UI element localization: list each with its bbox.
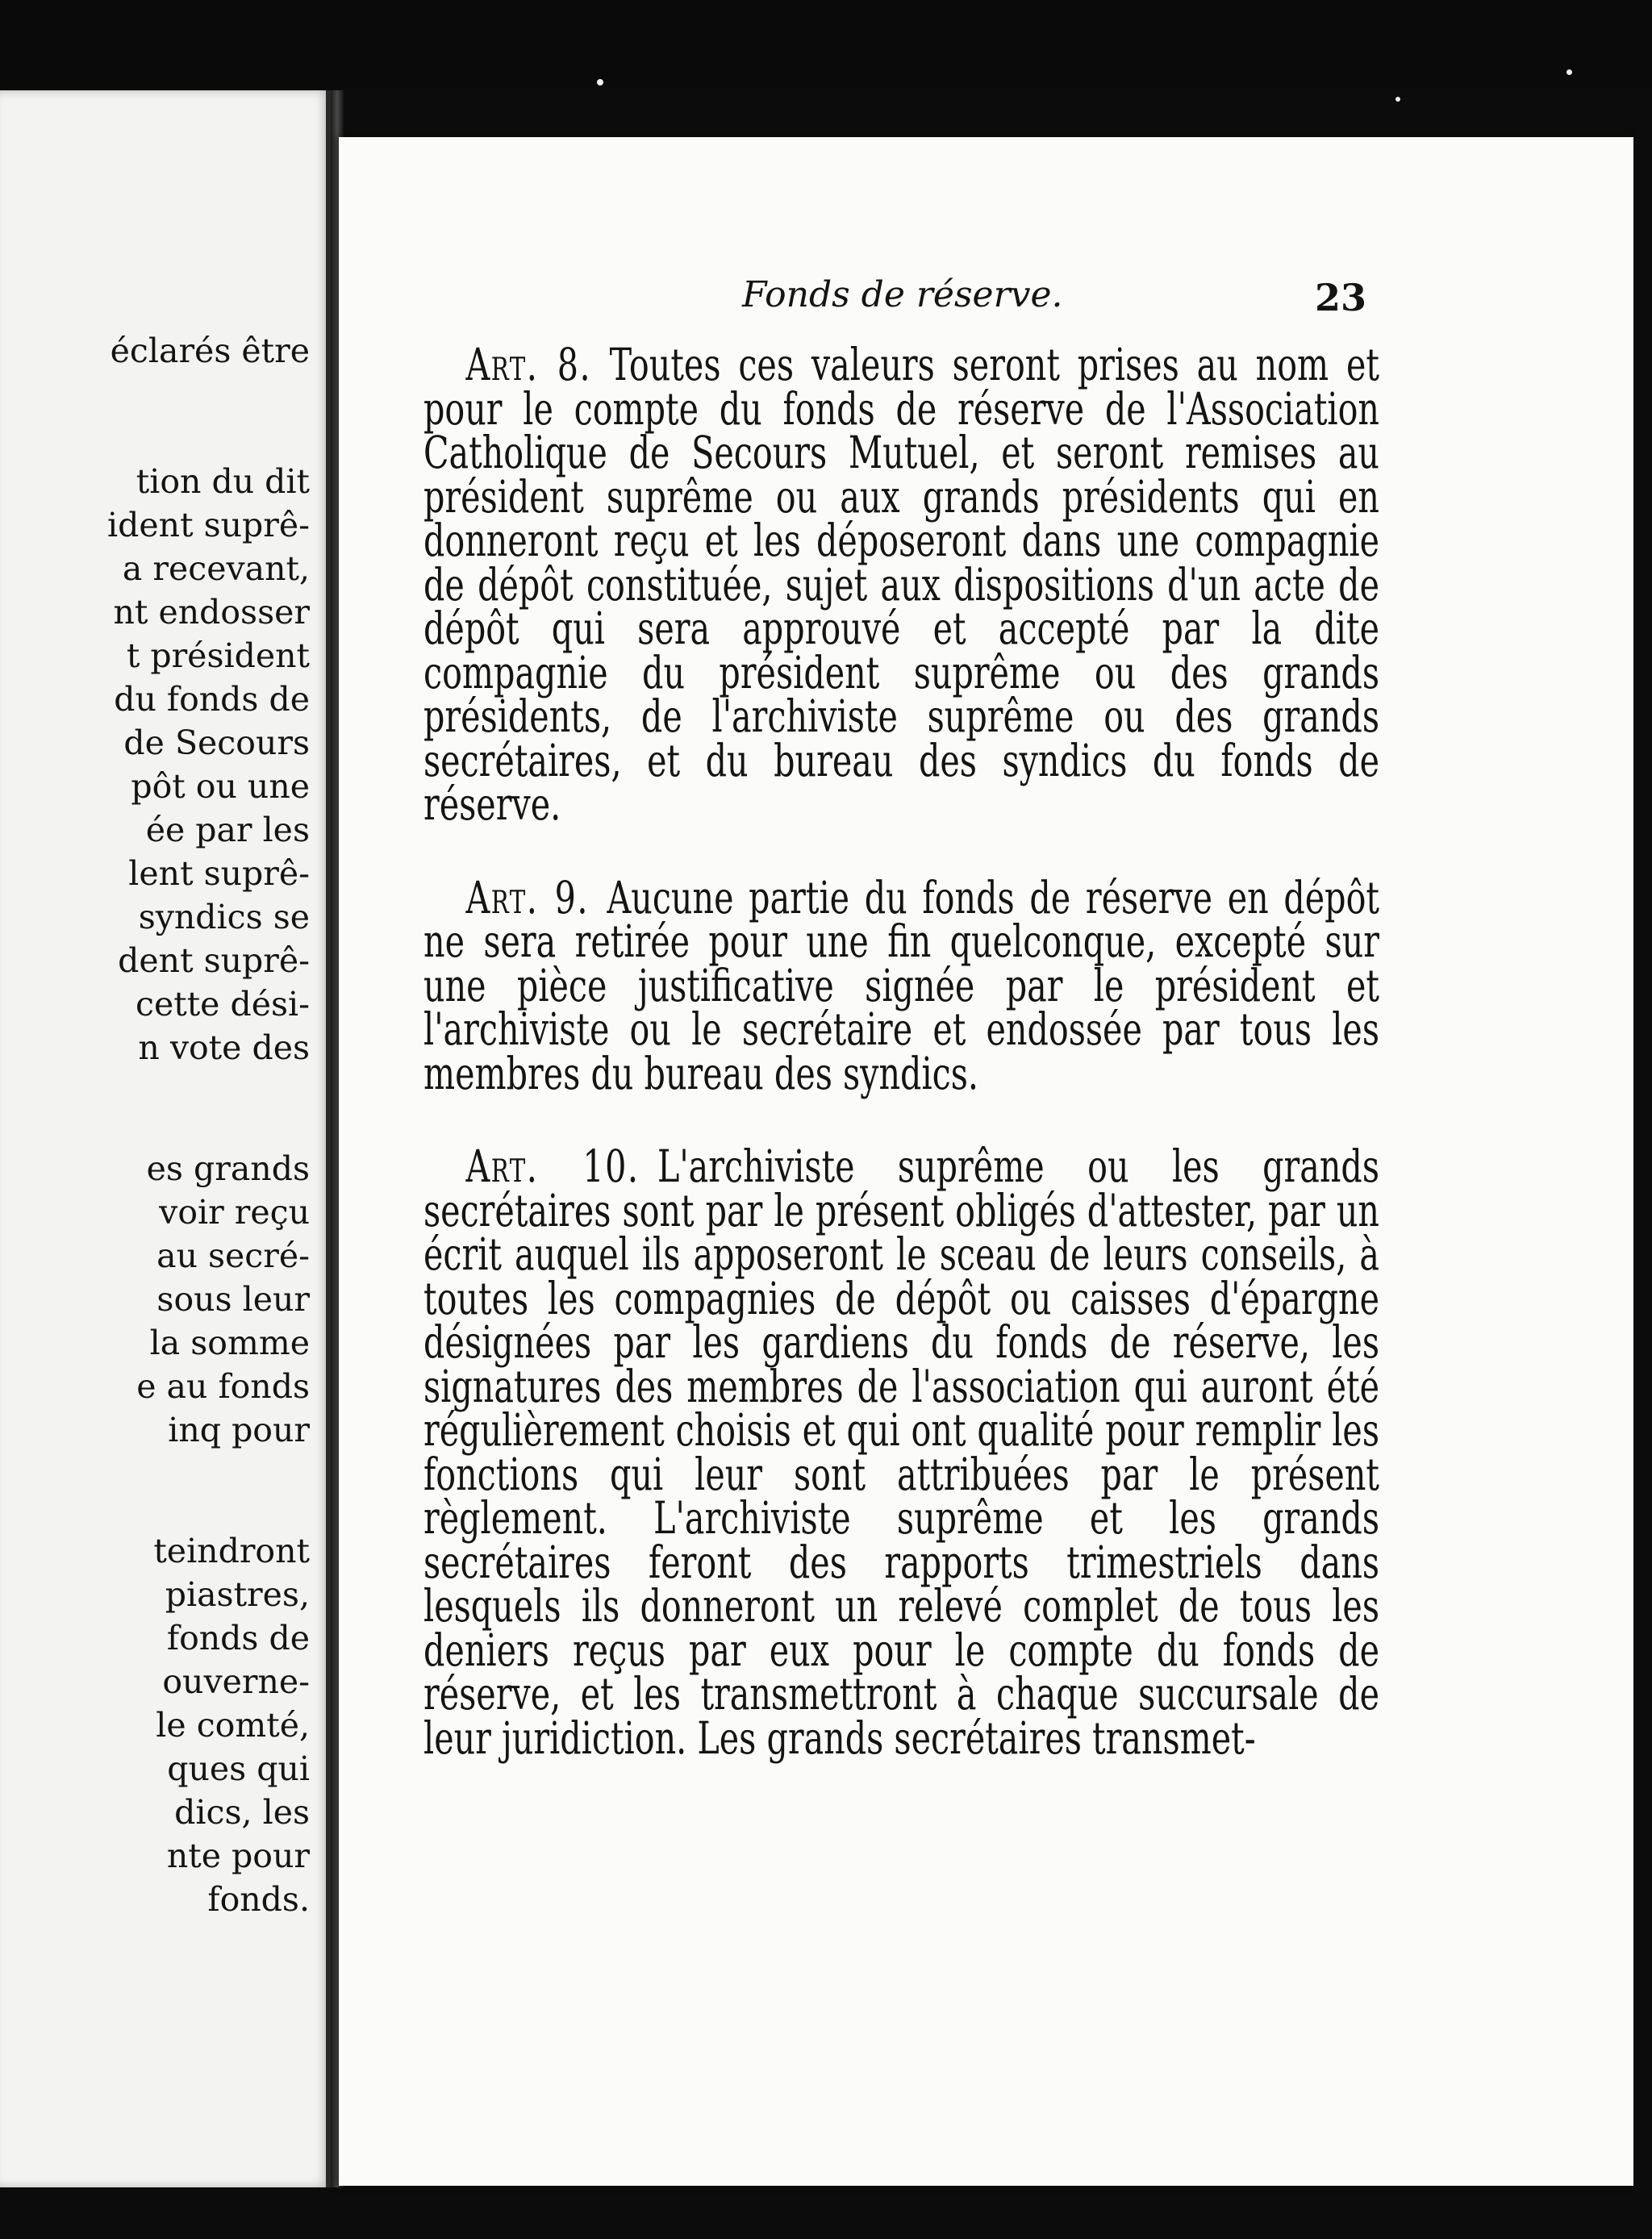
- left-page-line: de Secours: [123, 723, 310, 762]
- article-10: [423, 1140, 1379, 1764]
- scan-speck: [597, 79, 603, 85]
- left-page-line: lent suprê-: [128, 854, 310, 893]
- left-page-line: nte pour: [166, 1837, 310, 1875]
- left-page-line: cette dési-: [136, 985, 310, 1024]
- body-text: [423, 339, 1379, 1764]
- left-page-line: es grands: [146, 1149, 310, 1188]
- left-page-line: t président: [126, 636, 310, 675]
- article-label: Art. 10.: [465, 1140, 640, 1192]
- left-page-line: fonds.: [207, 1880, 310, 1919]
- left-page-line: e au fonds: [136, 1367, 310, 1406]
- left-page-line: teindront: [153, 1532, 310, 1570]
- scan-border: [0, 0, 1652, 89]
- scan-speck: [1395, 97, 1400, 102]
- article-text: Toutes ces valeurs seront prises au nom et pour le compte du fonds de réserve de l'Association Catholique de Secours Mutuel, et seront remises au président suprême ou aux grands présidents qui en donneront reçu et les déposeront dans une compagnie de dépôt constituée, sujet aux dispositions d'un acte de dépôt qui sera approuvé et accepté par la dite compagnie du président suprême ou des grands présidents, de l'archiviste suprême ou des grands secrétaires, et du bureau des syndics du fonds de réserve.: [423, 339, 1379, 830]
- left-page-line: pôt ou une: [131, 767, 310, 806]
- article-text: L'archiviste suprême ou les grands secrétaires sont par le présent obligés d'attester, par un écrit auquel ils apposeront le sceau de leurs conseils, à toutes les compagnies de dépôt ou caisses d'épargne désignées par les gardiens du fonds de réserve, les signatures des membres de l'association qui auront été régulièrement choisis et qui ont qualité pour remplir les fonctions qui leur sont attribuées par le présent règlement. L'archiviste suprême et les grands secrétaires feront des rapports trimestriels dans lesquels ils donneront un relevé complet de tous les deniers reçus par eux pour le compte du fonds de réserve, et les transmettront à chaque succursale de leur juridiction. Les grands secrétaires transmet-: [423, 1140, 1379, 1764]
- article-9: [423, 871, 1379, 1099]
- left-page-line: piastres,: [165, 1575, 310, 1614]
- left-page-line: sous leur: [156, 1280, 310, 1319]
- left-page-line: nt endosser: [113, 593, 310, 632]
- left-page-line: dics, les: [174, 1793, 310, 1832]
- left-page-line: n vote des: [138, 1028, 310, 1067]
- running-head: Fonds de réserve.: [742, 274, 1063, 315]
- article-label: Art. 9.: [465, 871, 589, 924]
- article-text: Aucune partie du fonds de réserve en dépôt ne sera retirée pour une fin quelconque, excepté sur une pièce justificative signée par le président et l'archiviste ou le secrétaire et endossée par tous les membres du bureau des syndics.: [423, 871, 1379, 1099]
- left-page-line: a recevant,: [122, 549, 310, 588]
- left-page-line: éclarés être: [110, 331, 310, 370]
- left-page-line: tion du dit: [136, 462, 310, 501]
- left-page: [0, 90, 331, 2187]
- left-page-line: ouverne-: [162, 1662, 310, 1701]
- left-page-line: inq pour: [168, 1411, 310, 1449]
- left-page-line: dent suprê-: [118, 941, 310, 980]
- page-header: [339, 274, 1367, 331]
- left-page-line: ée par les: [145, 811, 310, 849]
- left-page-line: la somme: [149, 1324, 310, 1362]
- left-page-line: du fonds de: [114, 680, 310, 719]
- article-8: [423, 339, 1379, 830]
- left-page-line: ques qui: [167, 1749, 310, 1788]
- article-label: Art. 8.: [465, 339, 592, 390]
- right-page: [339, 137, 1633, 2186]
- left-page-line: ident suprê-: [107, 506, 310, 544]
- left-page-line: fonds de: [166, 1619, 310, 1657]
- left-page-line: le comté,: [156, 1706, 310, 1745]
- page-number: 23: [1315, 276, 1367, 319]
- scan-speck: [1566, 69, 1572, 75]
- left-page-line: au secré-: [156, 1236, 310, 1275]
- left-page-line: voir reçu: [159, 1193, 310, 1232]
- left-page-line: syndics se: [138, 898, 310, 936]
